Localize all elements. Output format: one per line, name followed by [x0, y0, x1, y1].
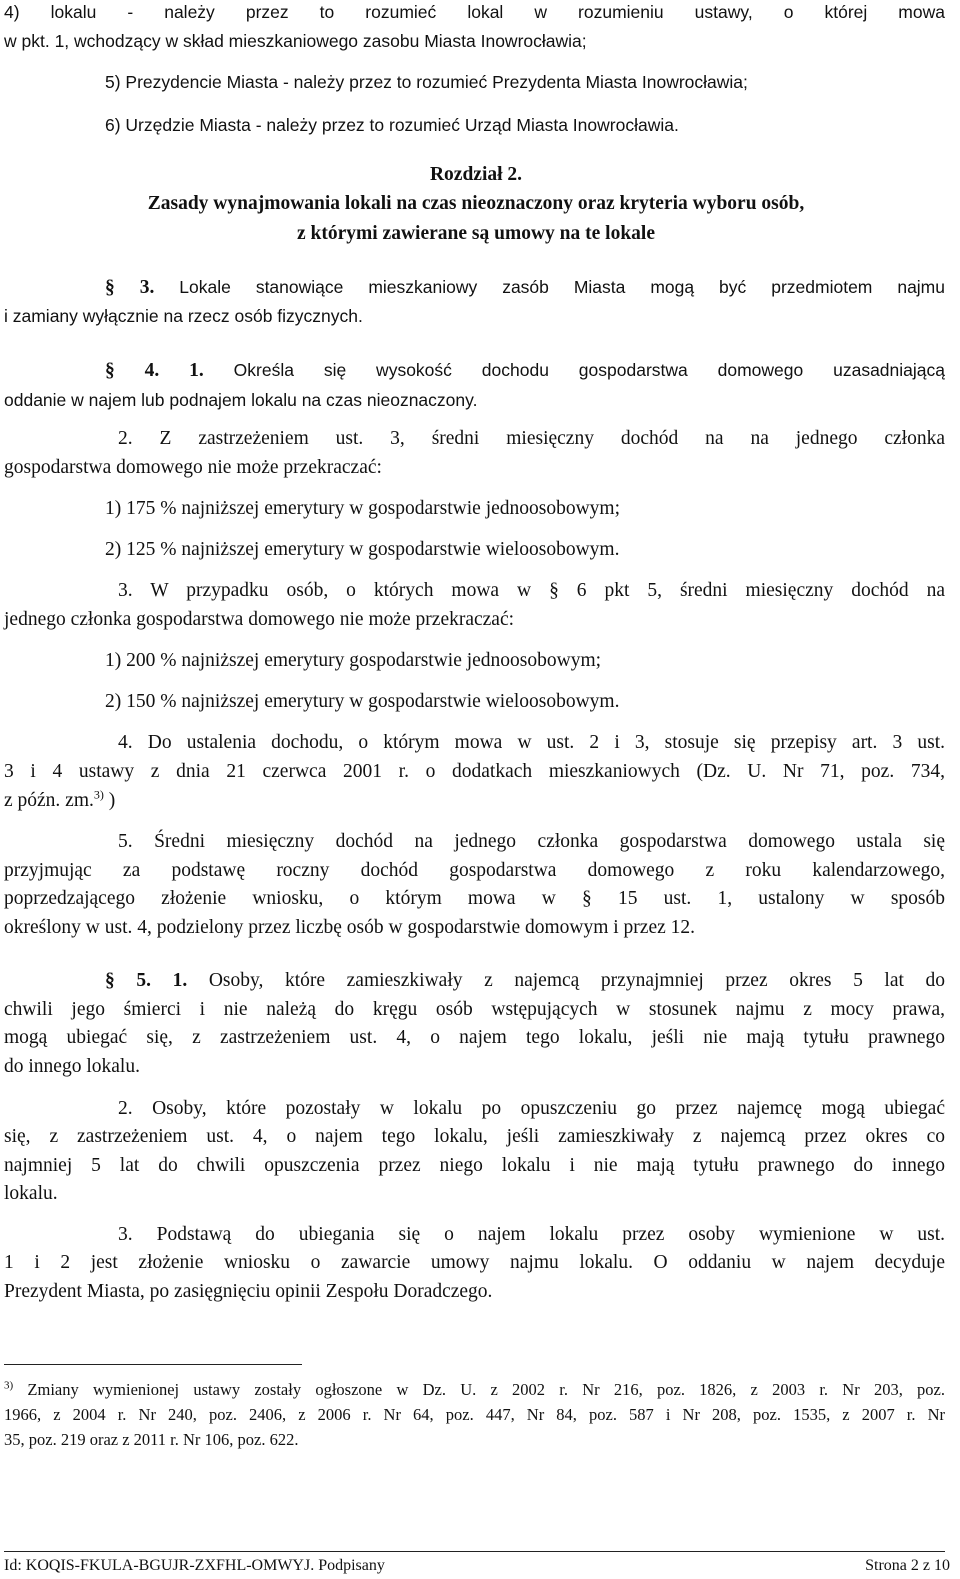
section-4-para2-item2: 2) 125 % najniższej emerytury w gospodarstwie wieloosobowym. — [105, 539, 620, 560]
section-4-para4-text: z późn. zm. — [4, 790, 94, 811]
section-5-para2-line3: najmniej 5 lat do chwili opuszczenia przez niego lokalu i nie mają tytułu prawnego do innego — [4, 1155, 945, 1176]
section-5-para1-text: Osoby, które zamieszkiwały z najemcą przynajmniej przez okres 5 lat do — [208, 970, 946, 991]
footnote-separator — [4, 1364, 302, 1365]
footnote-marker: 3) — [4, 1379, 14, 1392]
section-4-para4-line3 — [4, 789, 115, 813]
section-4-para4-line2: 3 i 4 ustawy z dnia 21 czerwca 2001 r. o dodatkach mieszkaniowych (Dz. U. Nr 71, poz. 734, — [4, 761, 945, 782]
footnote-line1 — [4, 1380, 945, 1400]
footnote-reference: 3) — [93, 787, 104, 802]
section-4-para2-item1: 1) 175 % najniższej emerytury w gospodarstwie jednoosobowym; — [105, 498, 621, 519]
section-5-para3-line3: Prezydent Miasta, po zasięgnięciu opinii Zespołu Doradczego. — [4, 1281, 493, 1302]
footnote-line2: 1966, z 2004 r. Nr 240, poz. 2406, z 2006 r. Nr 64, poz. 447, Nr 84, poz. 587 i Nr 208, poz. 1535, z 2007 r. Nr — [4, 1405, 945, 1424]
section-4-para4-line1: 4. Do ustalenia dochodu, o którym mowa w ust. 2 i 3, stosuje się przepisy art. 3 ust. — [118, 732, 945, 753]
section-4-para2-line1: 2. Z zastrzeżeniem ust. 3, średni miesięczny dochód na na jednego członka — [118, 428, 945, 449]
chapter-number: Rozdział 2. — [429, 164, 523, 185]
footer-rule — [4, 1551, 945, 1552]
section-3-text: Lokale stanowiące mieszkaniowy zasób Miasta mogą być przedmiotem najmu — [179, 277, 945, 297]
section-3-line1 — [105, 275, 945, 300]
page-number: Strona 2 z 10 — [865, 1557, 950, 1574]
section-3-line2: i zamiany wyłącznie na rzecz osób fizycznych. — [4, 306, 363, 326]
section-4-para5-line3: poprzedzającego złożenie wniosku, o którym mowa w § 15 ust. 1, ustalony w sposób — [4, 888, 945, 909]
section-5-para2-line2: się, z zastrzeżeniem ust. 4, o najem tego lokalu, jeśli zamieszkiwały z najemcą przez okres co — [4, 1126, 945, 1147]
section-5-mark: § 5. 1. — [105, 970, 188, 991]
section-5-para1-line3: mogą ubiegać się, z zastrzeżeniem ust. 4, o najem tego lokalu, jeśli nie mają tytułu prawnego — [4, 1027, 945, 1048]
section-4-para5-line2: przyjmując za podstawę roczny dochód gospodarstwa domowego z roku kalendarzowego, — [4, 860, 945, 881]
section-5-para3-line2: 1 i 2 jest złożenie wniosku o zawarcie umowy najmu lokalu. O oddaniu w najem decyduje — [4, 1252, 945, 1273]
document-id: Id: KOQIS-FKULA-BGUJR-ZXFHL-OMWYJ. Podpisany — [4, 1557, 385, 1574]
section-4-para1-line2: oddanie w najem lub podnajem lokalu na czas nieoznaczony. — [4, 390, 478, 410]
section-4-para2-line2: gospodarstwa domowego nie może przekraczać: — [4, 457, 382, 478]
section-4-para3-line1: 3. W przypadku osób, o których mowa w § 6 pkt 5, średni miesięczny dochód na — [118, 580, 945, 601]
section-4-mark: § 4. 1. — [105, 360, 204, 381]
chapter-title-line1: Zasady wynajmowania lokali na czas nieoznaczony oraz kryteria wyboru osób, — [147, 193, 805, 214]
definition-item-4-line2: w pkt. 1, wchodzący w skład mieszkaniowego zasobu Miasta Inowrocławia; — [4, 31, 587, 51]
footnote-text: Zmiany wymienionej ustawy zostały ogłoszone w Dz. U. z 2002 r. Nr 216, poz. 1826, z 2003 r. Nr 203, poz. — [27, 1380, 946, 1399]
definition-item-6: 6) Urzędzie Miasta - należy przez to rozumieć Urząd Miasta Inowrocławia. — [105, 115, 679, 135]
definition-item-4-line1: 4) lokalu - należy przez to rozumieć lokal w rozumieniu ustawy, o której mowa — [4, 2, 945, 22]
section-3-mark: § 3. — [105, 277, 155, 298]
section-4-para1-text: Określa się wysokość dochodu gospodarstwa domowego uzasadniającą — [233, 360, 945, 380]
chapter-title-line2: z którymi zawierane są umowy na te lokale — [297, 223, 655, 244]
section-5-para1-line2: chwili jego śmierci i nie należą do kręgu osób wstępujących w stosunek najmu z mocy prawa, — [4, 999, 945, 1020]
section-4-para5-line1: 5. Średni miesięczny dochód na jednego członka gospodarstwa domowego ustala się — [118, 831, 945, 852]
section-5-para2-line4: lokalu. — [4, 1183, 58, 1204]
section-4-para1-line1 — [105, 358, 945, 383]
section-4-para4-close: ) — [103, 790, 116, 811]
section-4-para3-line2: jednego członka gospodarstwa domowego nie może przekraczać: — [4, 609, 515, 630]
section-5-para1-line4: do innego lokalu. — [4, 1056, 140, 1077]
section-5-para1-line1 — [105, 969, 945, 993]
section-5-para3-line1: 3. Podstawą do ubiegania się o najem lokalu przez osoby wymienione w ust. — [118, 1224, 945, 1245]
section-4-para5-line4: określony w ust. 4, podzielony przez liczbę osób w gospodarstwie domowym i przez 12. — [4, 917, 696, 938]
footnote-line3: 35, poz. 219 oraz z 2011 r. Nr 106, poz. 622. — [4, 1430, 299, 1449]
section-4-para3-item2: 2) 150 % najniższej emerytury w gospodarstwie wieloosobowym. — [105, 691, 620, 712]
definition-item-5: 5) Prezydencie Miasta - należy przez to rozumieć Prezydenta Miasta Inowrocławia; — [105, 72, 748, 92]
section-5-para2-line1: 2. Osoby, które pozostały w lokalu po opuszczeniu go przez najemcę mogą ubiegać — [118, 1098, 945, 1119]
section-4-para3-item1: 1) 200 % najniższej emerytury gospodarstwie jednoosobowym; — [105, 650, 602, 671]
